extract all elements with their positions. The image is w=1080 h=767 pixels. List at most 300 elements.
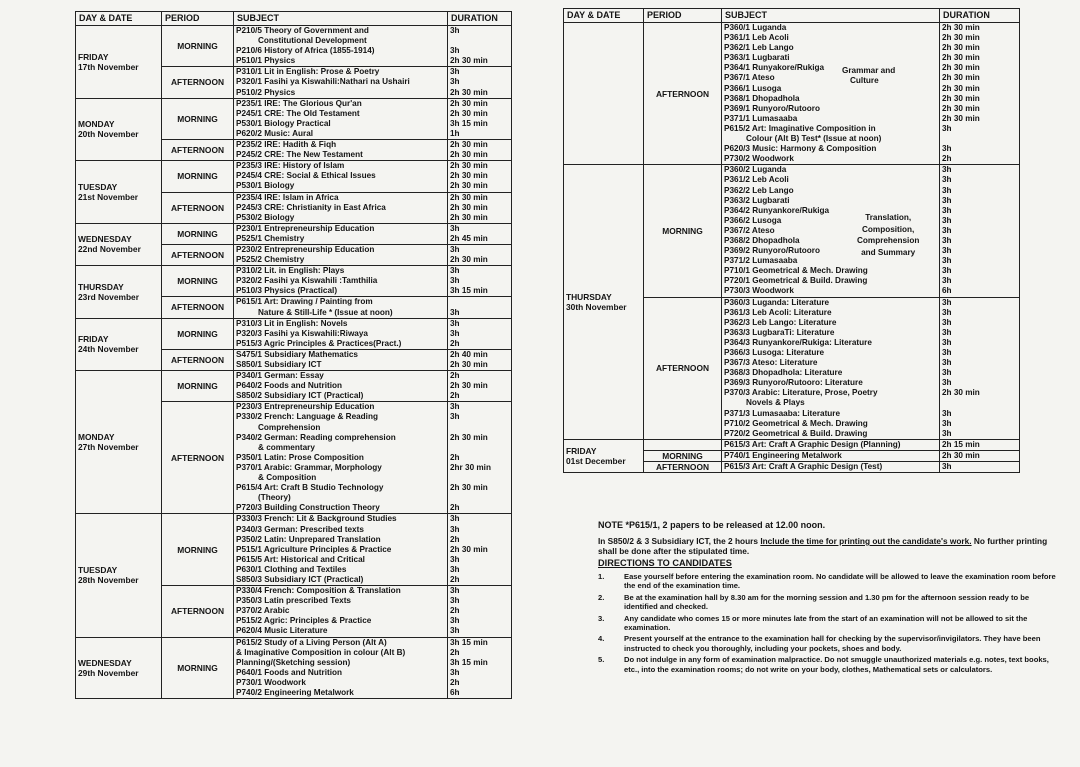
- duration-line: [450, 423, 509, 433]
- subject-line: P210/6 History of Africa (1855-1914): [236, 46, 375, 56]
- date-label: 23rd November: [78, 291, 139, 302]
- duration-line: 3h: [450, 244, 460, 254]
- subject-line: P362/1 Leb Lango: [724, 43, 794, 53]
- header-period: PERIOD: [162, 12, 234, 26]
- subject-line: P235/3 IRE: History of Islam: [236, 161, 345, 171]
- subject-line: P320/3 Fasihi ya Kiswahili:Riwaya: [236, 328, 368, 338]
- bracket-label-culture: Culture: [850, 76, 879, 85]
- table-row: [564, 439, 1020, 450]
- subject-line: P615/5 Art: Historical and Critical: [236, 554, 365, 564]
- duration-line: 3h: [450, 223, 460, 233]
- date-label: 17th November: [78, 61, 139, 72]
- subject-line: P369/1 Runyoro/Rutooro: [724, 103, 820, 113]
- duration-line: 3h: [450, 77, 460, 87]
- duration-line: 2h 30 min: [450, 108, 488, 118]
- bracket-label-summary: and Summary: [861, 247, 916, 257]
- duration-line: 3h: [450, 616, 460, 626]
- period-cell: AFTERNOON: [162, 192, 234, 223]
- subject-line: P370/2 Arabic: [236, 606, 290, 616]
- subject-line: P720/3 Building Construction Theory: [236, 503, 380, 513]
- subject-line: P364/1 Runyakore/Rukiga: [724, 63, 825, 73]
- direction-text: Present yourself at the entrance to the examination hall for checking by the supervisor/invigilators. They have been instructed to check you thoroughly, including your pockets, shoes and body.: [624, 634, 1041, 653]
- duration-line: 2h 30 min: [450, 56, 488, 66]
- duration-line: 2h 30 min: [942, 83, 980, 93]
- subject-line: P515/1 Agriculture Principles & Practice: [236, 544, 392, 554]
- day-date-cell: [76, 371, 162, 514]
- duration-line: 2h 30 min: [450, 87, 488, 97]
- day-name: WEDNESDAY: [78, 234, 132, 245]
- subject-cell: [234, 297, 448, 318]
- duration-cell: [448, 514, 512, 586]
- duration-line: 3h: [450, 412, 460, 422]
- duration-cell: [448, 266, 512, 297]
- header-day: DAY & DATE: [564, 9, 644, 23]
- duration-cell: [448, 140, 512, 161]
- subject-line: P235/1 IRE: The Glorious Qur'an: [236, 98, 362, 108]
- duration-line: 2h 30 min: [942, 73, 980, 83]
- subject-line: P615/2 Art: Imaginative Composition in: [724, 123, 876, 133]
- duration-line: 2h 30 min: [450, 161, 488, 171]
- subject-line: P340/1 German: Essay: [236, 371, 324, 381]
- period-cell: MORNING: [644, 450, 722, 461]
- duration-cell: [448, 318, 512, 349]
- subject-line: Nature & Still-Life * (Issue at noon): [258, 307, 393, 317]
- subject-line: P360/2 Luganda: [724, 165, 787, 175]
- duration-line: 2h 30 min: [450, 140, 488, 150]
- subject-cell: [234, 244, 448, 265]
- date-label: 29th November: [78, 667, 139, 678]
- duration-line: 3h: [450, 564, 460, 574]
- duration-line: 2h: [450, 677, 460, 687]
- duration-line: 3h: [942, 123, 952, 133]
- day-name: FRIDAY: [566, 445, 597, 456]
- duration-line: 2h 30 min: [450, 192, 488, 202]
- duration-line: 2h 30 min: [450, 202, 488, 212]
- duration-cell: [448, 402, 512, 514]
- subject-line: P620/2 Music: Aural: [236, 128, 314, 138]
- direction-number: 5.: [598, 655, 605, 665]
- subject-line: P320/2 Fasihi ya Kiswahili :Tamthilia: [236, 276, 378, 286]
- subject-line: S850/1 Subsidiary ICT: [236, 360, 322, 369]
- duration-line: 2h 40 min: [450, 349, 488, 359]
- direction-text: Any candidate who comes 15 or more minutes late from the start of an examination will not be allowed to sit the examination.: [624, 613, 1028, 633]
- duration-line: 2h 30 min: [942, 23, 980, 32]
- period-cell: AFTERNOON: [644, 23, 722, 165]
- duration-line: 2h: [450, 371, 460, 381]
- subject-line: P360/3 Luganda: Literature: [724, 297, 830, 307]
- duration-line: 3h: [942, 175, 952, 185]
- duration-line: 2h: [450, 534, 460, 544]
- subject-cell: [234, 318, 448, 349]
- duration-line: [450, 443, 509, 453]
- duration-cell: [448, 67, 512, 98]
- subject-cell: [234, 223, 448, 244]
- subject-line: P245/1 CRE: The Old Testament: [236, 108, 360, 118]
- duration-line: 2h: [450, 574, 460, 584]
- duration-line: 2h 30 min: [450, 483, 488, 493]
- day-name: FRIDAY: [78, 51, 109, 62]
- subject-line: P210/5 Theory of Government and: [236, 26, 369, 35]
- table-row: [76, 637, 512, 699]
- subject-line: P740/1 Engineering Metalwork: [724, 450, 842, 460]
- duration-line: 3h: [450, 402, 460, 412]
- duration-line: 2h 30 min: [942, 63, 980, 73]
- bracket-label-comprehension: Comprehension: [857, 236, 920, 246]
- subject-line: P362/2 Leb Lango: [724, 185, 794, 195]
- duration-line: 3h: [450, 318, 460, 328]
- duration-line: 2h 30 min: [450, 98, 488, 108]
- period-cell: AFTERNOON: [162, 349, 234, 370]
- day-name: MONDAY: [78, 432, 115, 443]
- subject-cell: [722, 297, 940, 439]
- table-row: [76, 514, 512, 586]
- subject-cell: [234, 67, 448, 98]
- direction-number: 4.: [598, 634, 605, 644]
- directions-title: DIRECTIONS TO CANDIDATES: [598, 558, 732, 568]
- subject-line: P615/1 Art: Drawing / Painting from: [236, 297, 373, 307]
- duration-line: 3h: [450, 26, 460, 35]
- day-name: TUESDAY: [78, 181, 118, 192]
- day-name: MONDAY: [78, 119, 115, 130]
- direction-number: 1.: [598, 572, 605, 581]
- duration-line: 3h: [942, 337, 952, 347]
- duration-cell: [448, 586, 512, 637]
- subject-line: P371/1 Lumasaaba: [724, 113, 798, 123]
- duration-line: 2h 45 min: [450, 233, 488, 243]
- duration-line: 3h: [942, 195, 952, 205]
- subject-line: P367/3 Ateso: Literature: [724, 358, 818, 368]
- duration-line: 3h: [942, 235, 952, 245]
- duration-line: 3h: [942, 408, 952, 418]
- duration-line: 3h 15 min: [450, 637, 488, 647]
- header-subject: SUBJECT: [722, 9, 940, 23]
- subject-line: P363/3 LugbaraTi: Literature: [724, 327, 835, 337]
- period-cell: MORNING: [162, 318, 234, 349]
- duration-line: 3h: [942, 297, 952, 307]
- subject-line: P370/1 Arabic: Grammar, Morphology: [236, 462, 382, 472]
- duration-line: 6h: [450, 688, 460, 697]
- direction-item: [598, 614, 1058, 633]
- subject-line: P310/2 Lit. in English: Plays: [236, 266, 345, 276]
- subject-line: P530/1 Biology: [236, 181, 295, 191]
- duration-line: 2h: [450, 452, 460, 462]
- subject-line: P710/2 Geometrical & Mech. Drawing: [724, 418, 868, 428]
- subject-cell: [234, 371, 448, 402]
- day-name: THURSDAY: [566, 291, 612, 302]
- subject-line: P371/3 Lumasaaba: Literature: [724, 408, 841, 418]
- subject-line: P530/1 Biology Practical: [236, 118, 331, 128]
- day-name: WEDNESDAY: [78, 657, 132, 668]
- subject-line: P525/2 Chemistry: [236, 255, 305, 265]
- subject-line: P245/3 CRE: Christianity in East Africa: [236, 202, 386, 212]
- duration-line: 2h 30 min: [450, 212, 488, 222]
- subject-line: S475/1 Subsidiary Mathematics: [236, 349, 358, 359]
- period-cell: AFTERNOON: [162, 402, 234, 514]
- subject-line: P620/3 Music: Harmony & Composition: [724, 144, 877, 154]
- duration-line: 3h: [450, 667, 460, 677]
- period-cell: AFTERNOON: [644, 297, 722, 439]
- bracket-label-grammar: Grammar and: [842, 66, 896, 75]
- duration-line: 3h: [942, 368, 952, 378]
- duration-line: [450, 493, 509, 503]
- day-name: TUESDAY: [78, 565, 118, 576]
- duration-cell: [448, 349, 512, 370]
- duration-line: 3h: [450, 626, 460, 636]
- direction-number: 2.: [598, 592, 605, 602]
- day-date-cell: [76, 514, 162, 637]
- duration-cell: [940, 450, 1020, 461]
- period-cell: MORNING: [162, 98, 234, 139]
- ict-note-text: In S850/2 & 3 Subsidiary ICT, the 2 hours: [598, 536, 758, 546]
- subject-line: P330/2 French: Language & Reading: [236, 412, 378, 422]
- duration-line: 2h 30 min: [942, 450, 980, 460]
- duration-cell: [448, 244, 512, 265]
- day-date-cell: [564, 23, 644, 165]
- duration-line: 2h 30 min: [942, 388, 980, 398]
- date-label: 24th November: [78, 344, 139, 355]
- subject-cell: [234, 514, 448, 586]
- header-day: DAY & DATE: [76, 12, 162, 26]
- day-date-cell: [76, 318, 162, 370]
- subject-line: S850/3 Subsidiary ICT (Practical): [236, 574, 364, 584]
- subject-line: P364/3 Runyankore/Rukiga: Literature: [724, 337, 872, 347]
- direction-text: Do not indulge in any form of examination malpractice. Do not smuggle unauthorized materials e.g. notes, text books, etc., into the examination rooms; do not write on your body, clothes, Mathematical sets or calculators.: [624, 655, 1049, 674]
- duration-line: 2h 30 min: [450, 381, 488, 391]
- subject-line: P361/2 Leb Acoli: [724, 175, 789, 185]
- duration-line: 3h: [450, 596, 460, 606]
- duration-line: 2h 30 min: [942, 53, 980, 63]
- subject-line: P330/3 French: Lit & Background Studies: [236, 514, 397, 524]
- subject-line: P620/4 Music Literature: [236, 626, 328, 636]
- subject-cell: [234, 161, 448, 192]
- direction-text: Be at the examination hall by 8.30 am for the morning session and 1.30 pm for the afternoon session ready to be identified and checked.: [624, 592, 1030, 612]
- subject-line: P720/1 Geometrical & Build. Drawing: [724, 276, 868, 286]
- subject-line: P368/1 Dhopadhola: [724, 93, 800, 103]
- period-cell: AFTERNOON: [162, 140, 234, 161]
- date-label: 30th November: [566, 302, 627, 313]
- duration-line: 2h 30 min: [942, 113, 980, 123]
- subject-line: P320/1 Fasihi ya Kiswahili:Nathari na Ushairi: [236, 77, 410, 87]
- subject-cell: [234, 98, 448, 139]
- subject-line: P360/1 Luganda: [724, 23, 787, 32]
- header-duration: DURATION: [940, 9, 1020, 23]
- ict-note-after: No further printing shall be done after the stipulated time.: [598, 536, 1048, 556]
- subject-line: Constitutional Development: [258, 36, 367, 46]
- subject-cell: [722, 462, 940, 473]
- subject-line: P530/2 Biology: [236, 212, 295, 222]
- subject-cell: [722, 23, 940, 165]
- duration-line: 2h 30 min: [942, 43, 980, 53]
- subject-line: Novels & Plays: [746, 398, 805, 408]
- subject-cell: [234, 140, 448, 161]
- duration-line: 2h: [450, 503, 460, 513]
- header-duration: DURATION: [448, 12, 512, 26]
- date-label: 21st November: [78, 192, 139, 202]
- subject-line: P310/3 Lit in English: Novels: [236, 318, 348, 328]
- duration-line: 3h: [450, 67, 460, 77]
- subject-line: S850/2 Subsidiary ICT (Practical): [236, 391, 364, 401]
- period-cell: AFTERNOON: [162, 586, 234, 637]
- subject-line: P366/1 Lusoga: [724, 83, 782, 93]
- duration-cell: [448, 371, 512, 402]
- duration-line: 2h 30 min: [942, 93, 980, 103]
- subject-line: P371/2 Lumasaaba: [724, 256, 798, 266]
- subject-line: P245/4 CRE: Social & Ethical Issues: [236, 171, 376, 181]
- duration-line: [450, 36, 509, 46]
- duration-line: 3h: [942, 256, 952, 266]
- duration-line: 3h: [942, 205, 952, 215]
- duration-line: 1h: [450, 128, 460, 138]
- duration-line: 3h: [942, 144, 952, 154]
- period-cell: AFTERNOON: [162, 297, 234, 318]
- subject-line: P740/2 Engineering Metalwork: [236, 688, 354, 697]
- date-label: 01st December: [566, 455, 626, 466]
- duration-line: 3h: [942, 358, 952, 368]
- table-row: [564, 165, 1020, 297]
- duration-cell: [448, 223, 512, 244]
- duration-line: 3h: [450, 554, 460, 564]
- table-row: [76, 371, 512, 402]
- table-row: [76, 98, 512, 139]
- grammar-culture-label: [842, 66, 895, 86]
- subject-cell: [234, 586, 448, 637]
- duration-cell: [448, 98, 512, 139]
- duration-line: 3h: [942, 165, 952, 175]
- subject-cell: [234, 349, 448, 370]
- subject-line: P510/2 Physics: [236, 87, 296, 97]
- subject-line: P615/3 Art: Craft A Graphic Design (Test): [724, 462, 883, 472]
- header-row: [564, 9, 1020, 23]
- subject-line: P366/3 Lusoga: Literature: [724, 348, 825, 357]
- subject-line: P710/1 Geometrical & Mech. Drawing: [724, 266, 868, 276]
- period-cell: MORNING: [162, 161, 234, 192]
- subject-line: P350/1 Latin: Prose Composition: [236, 452, 364, 462]
- duration-line: 3h: [942, 307, 952, 317]
- duration-cell: [448, 297, 512, 318]
- subject-line: P720/2 Geometrical & Build. Drawing: [724, 428, 868, 438]
- duration-cell: [940, 165, 1020, 297]
- subject-line: P630/1 Clothing and Textiles: [236, 564, 347, 574]
- subject-cell: [234, 26, 448, 67]
- subject-cell: [234, 637, 448, 699]
- duration-line: 3h: [942, 418, 952, 428]
- duration-line: 2h: [942, 154, 952, 164]
- duration-cell: [940, 439, 1020, 450]
- bracket-label-composition: Composition,: [862, 224, 915, 234]
- table-row: [76, 266, 512, 297]
- subject-line: P230/2 Entrepreneurship Education: [236, 244, 375, 254]
- duration-line: 3h: [942, 246, 952, 256]
- period-cell: MORNING: [162, 26, 234, 67]
- duration-line: 2h 30 min: [450, 360, 488, 369]
- subject-line: P362/3 Leb Lango: Literature: [724, 317, 837, 327]
- period-cell: MORNING: [162, 266, 234, 297]
- subject-line: P245/2 CRE: The New Testament: [236, 150, 363, 160]
- subject-line: P369/3 Runyoro/Rutooro: Literature: [724, 378, 863, 388]
- duration-line: 2h 15 min: [942, 439, 980, 449]
- duration-line: 2h 30 min: [450, 255, 488, 265]
- bracket-label-translation: Translation,: [865, 213, 912, 222]
- subject-line: P340/2 German: Reading comprehension: [236, 432, 396, 442]
- subject-line: P640/2 Foods and Nutrition: [236, 381, 342, 391]
- date-label: 27th November: [78, 442, 139, 453]
- subject-line: P615/4 Art: Craft B Studio Technology: [236, 483, 384, 493]
- date-label: 22nd November: [78, 244, 141, 255]
- period-cell: MORNING: [162, 223, 234, 244]
- subject-line: P364/2 Runyankore/Rukiga: [724, 205, 830, 215]
- duration-line: [450, 297, 509, 307]
- subject-line: P730/3 Woodwork: [724, 286, 794, 296]
- period-cell: AFTERNOON: [644, 462, 722, 473]
- note-line: [598, 520, 1058, 530]
- subject-line: P525/1 Chemistry: [236, 233, 305, 243]
- subject-line: P510/3 Physics (Practical): [236, 286, 338, 296]
- duration-line: 3h: [450, 328, 460, 338]
- timetable-left: [75, 11, 512, 699]
- subject-line: P361/3 Leb Acoli: Literature: [724, 307, 832, 317]
- table-row: [76, 26, 512, 67]
- day-date-cell: [76, 161, 162, 224]
- duration-cell: [940, 297, 1020, 439]
- subject-line: P367/1 Ateso: [724, 73, 775, 83]
- subject-line: P366/2 Lusoga: [724, 215, 782, 225]
- duration-line: 2h 30 min: [450, 171, 488, 181]
- subject-cell: [234, 402, 448, 514]
- duration-line: 2h 30 min: [942, 103, 980, 113]
- duration-line: 3h 15 min: [450, 286, 488, 296]
- day-date-cell: [76, 266, 162, 318]
- duration-line: 3h: [942, 428, 952, 438]
- duration-line: 2h 30 min: [942, 33, 980, 43]
- direction-text: Ease yourself before entering the examination room. No candidate will be allowed to leave the examination room before the end of the examination time.: [624, 572, 1056, 591]
- header-period: PERIOD: [644, 9, 722, 23]
- subject-line: P370/3 Arabic: Literature, Prose, Poetry: [724, 388, 878, 398]
- day-date-cell: [76, 26, 162, 99]
- duration-cell: [448, 637, 512, 699]
- ict-note-underlined: Include the time for printing out the candidate's work.: [760, 536, 972, 546]
- subject-line: Comprehension: [258, 422, 321, 432]
- duration-line: 3h: [942, 276, 952, 286]
- subject-cell: [234, 192, 448, 223]
- subject-line: Planning/(Sketching session): [236, 657, 351, 667]
- subject-line: P235/2 IRE: Hadith & Fiqh: [236, 140, 337, 150]
- subject-line: P515/2 Agric: Principles & Practice: [236, 616, 372, 626]
- period-cell: AFTERNOON: [162, 67, 234, 98]
- subject-line: P369/2 Runyoro/Rutooro: [724, 246, 820, 256]
- day-date-cell: [564, 439, 644, 472]
- duration-line: 2h 30 min: [450, 150, 488, 160]
- duration-line: 3h 15 min: [450, 657, 488, 667]
- duration-cell: [940, 462, 1020, 473]
- direction-item: [598, 572, 1058, 591]
- duration-line: 3h: [450, 276, 460, 286]
- duration-line: 6h: [942, 286, 952, 296]
- duration-cell: [448, 26, 512, 67]
- subject-line: & Composition: [258, 473, 317, 483]
- subject-line: P368/2 Dhopadhola: [724, 235, 800, 245]
- period-cell: AFTERNOON: [162, 244, 234, 265]
- duration-line: 3h: [942, 266, 952, 276]
- duration-line: 3h: [450, 514, 460, 524]
- subject-line: P363/2 Lugbarati: [724, 195, 790, 205]
- duration-line: [942, 398, 1017, 408]
- period-cell: MORNING: [162, 637, 234, 699]
- duration-line: 3h: [942, 462, 952, 472]
- direction-item: [598, 593, 1058, 612]
- duration-line: 3h 15 min: [450, 118, 488, 128]
- subject-line: (Theory): [258, 493, 291, 503]
- directions-list: [598, 572, 1058, 674]
